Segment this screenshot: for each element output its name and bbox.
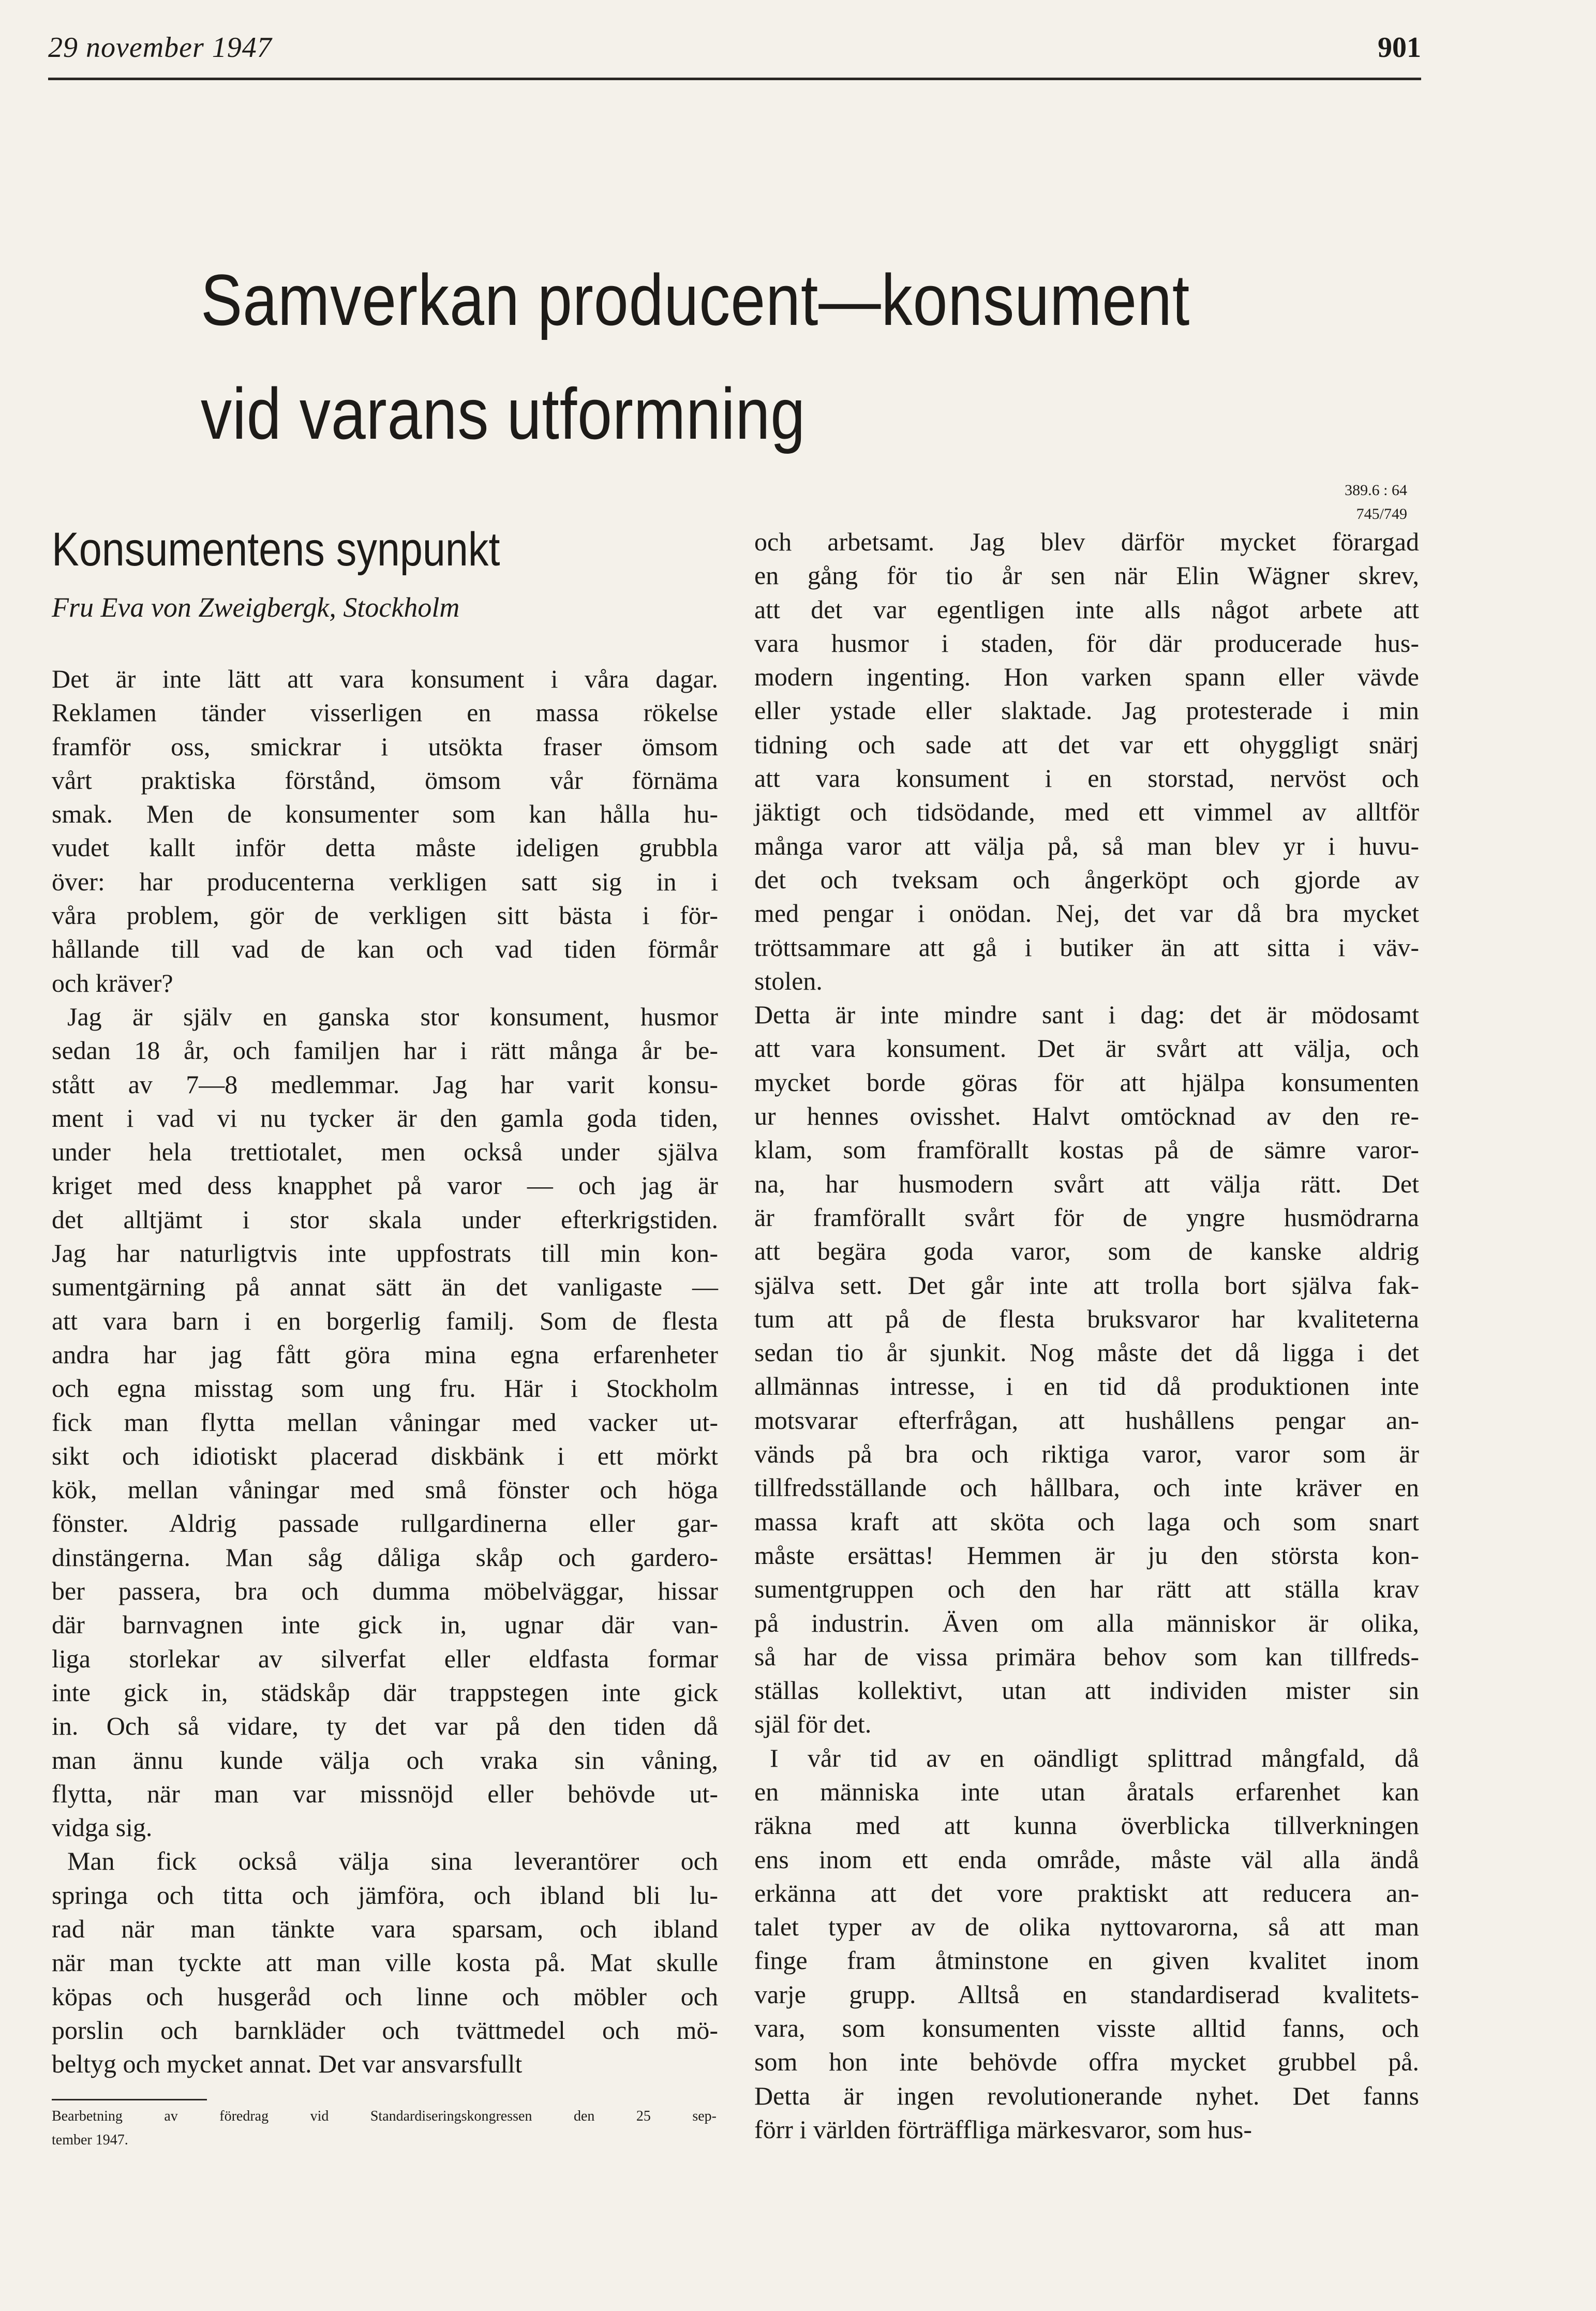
left-column-line: springa och titta och jämföra, och ibland bli lu-	[52, 1880, 718, 1910]
right-column-line: ens inom ett enda område, måste väl alla ändå	[754, 1844, 1419, 1874]
left-column-line: kök, mellan våningar med små fönster och höga	[52, 1475, 718, 1504]
right-column-line: motsvarar efterfrågan, att hushållens pengar an-	[754, 1405, 1419, 1435]
right-column-line: är framförallt svårt för de yngre husmödrarna	[754, 1202, 1419, 1232]
right-column-line: förr i världen förträffliga märkesvaror, som hus-	[754, 2114, 1252, 2144]
left-column-line: vidga sig.	[52, 1813, 153, 1842]
left-column-line: sumentgärning på annat sätt än det vanligaste —	[52, 1272, 718, 1302]
left-column-line: Reklamen tänder visserligen en massa rökelse	[52, 698, 718, 727]
right-column-line: allmännas intresse, i en tid då produktionen inte	[754, 1371, 1419, 1401]
classification-code	[1324, 479, 1407, 526]
left-column-line: liga storlekar av silverfat eller eldfasta formar	[52, 1644, 718, 1673]
left-column-line: flytta, när man var missnöjd eller behövde ut-	[52, 1779, 718, 1808]
right-column-line: sumentgruppen och den har rätt att ställa krav	[754, 1574, 1419, 1604]
left-column-line: fönster. Aldrig passade rullgardinerna eller gar-	[52, 1509, 718, 1538]
right-column-line: Detta är ingen revolutionerande nyhet. Det fanns	[754, 2081, 1419, 2110]
left-column-line: in. Och så vidare, ty det var på den tiden då	[52, 1711, 718, 1741]
left-column-line: hållande till vad de kan och vad tiden förmår	[52, 934, 718, 964]
left-column-line: och kräver?	[52, 968, 173, 997]
right-column-line: tidning och sade att det var ett ohyggligt snärj	[754, 729, 1419, 759]
right-column-line: na, har husmodern svårt att välja rätt. Det	[754, 1169, 1419, 1198]
right-column-line: jäktigt och tidsödande, med ett vimmel av alltför	[754, 797, 1419, 827]
left-column-line: sedan 18 år, och familjen har i rätt många år be-	[52, 1036, 718, 1065]
left-column-line: sikt och idiotiskt placerad diskbänk i ett mörkt	[52, 1441, 718, 1470]
right-column-line: att det var egentligen inte alls något arbete att	[754, 594, 1419, 624]
page-number: 901	[1378, 32, 1421, 64]
right-column-line: att vara konsument i en storstad, nervöst och	[754, 764, 1419, 793]
article-title-line-2: vid varans utformning	[201, 373, 806, 454]
right-column-line: sedan tio år sjunkit. Nog måste det då ligga i det	[754, 1338, 1419, 1367]
right-column-line: klam, som framförallt kostas på de sämre varor-	[754, 1135, 1419, 1165]
right-column-line: och arbetsamt. Jag blev därför mycket förargad	[754, 527, 1419, 556]
left-column-line: dinstängerna. Man såg dåliga skåp och gardero-	[52, 1542, 718, 1572]
right-column-line: så har de vissa primära behov som kan tillfreds-	[754, 1642, 1419, 1671]
issue-date: 29 november 1947	[48, 32, 272, 64]
left-column-line: ber passera, bra och dumma möbelväggar, hissar	[52, 1576, 718, 1606]
footnote-line: Bearbetning av föredrag vid Standardiseringskongressen den 25 sep-	[52, 2108, 717, 2124]
right-column-line: tröttsammare att gå i butiker än att sitta i väv-	[754, 932, 1419, 962]
right-column-line: vara, som konsumenten visste alltid fanns, och	[754, 2014, 1419, 2043]
right-column-line: en människa inte utan åratals erfarenhet kan	[754, 1777, 1419, 1806]
running-head	[48, 26, 1421, 80]
left-column-line: vårt praktiska förstånd, ömsom vår förnäma	[52, 765, 718, 795]
left-column-line: köpas och husgeråd och linne och möbler och	[52, 1981, 718, 2011]
right-column-line: ur hennes ovisshet. Halvt omtöcknad av den re-	[754, 1101, 1419, 1131]
left-column-line: Det är inte lätt att vara konsument i våra dagar.	[52, 664, 718, 693]
right-column-line: erkänna att det vore praktiskt att reducera an-	[754, 1878, 1419, 1907]
left-column-line: att vara barn i en borgerlig familj. Som de flesta	[52, 1306, 718, 1335]
right-column-line: vara husmor i staden, för där producerade hus-	[754, 628, 1419, 658]
left-column-line: där barnvagnen inte gick in, ugnar där van-	[52, 1610, 718, 1639]
right-column-line: I vår tid av en oändligt splittrad mångfald, då	[770, 1743, 1419, 1772]
right-column-line: på industrin. Även om alla människor är olika,	[754, 1608, 1419, 1637]
left-column-line: ment i vad vi nu tycker är den gamla goda tiden,	[52, 1103, 718, 1132]
right-column-line: talet typer av de olika nyttovarorna, så att man	[754, 1912, 1419, 1942]
left-column-line: kriget med dess knapphet på varor — och jag är	[52, 1171, 718, 1200]
right-column-line: som hon inte behövde offra mycket grubbel på.	[754, 2047, 1419, 2077]
left-column-line: smak. Men de konsumenter som kan hålla hu-	[52, 799, 718, 829]
left-column-line: Jag har naturligtvis inte uppfostrats till min kon-	[52, 1239, 718, 1268]
left-column-line: när man tyckte att man ville kosta på. Mat skulle	[52, 1948, 718, 1977]
author-byline: Fru Eva von Zweigbergk, Stockholm	[52, 592, 460, 623]
left-column-line: vudet kallt inför detta måste ideligen grubbla	[52, 833, 718, 862]
left-column-line: beltyg och mycket annat. Det var ansvarsfullt	[52, 2049, 523, 2079]
right-column-line: Detta är inte mindre sant i dag: det är mödosamt	[754, 1000, 1419, 1030]
left-column-line: det alltjämt i stor skala under efterkrigstiden.	[52, 1204, 718, 1234]
right-column-line: med pengar i onödan. Nej, det var då bra mycket	[754, 899, 1419, 928]
left-column-line: Jag är själv en ganska stor konsument, husmor	[67, 1002, 718, 1031]
right-column	[754, 525, 1419, 2146]
footnote	[52, 2105, 717, 2152]
right-column-line: själ för det.	[754, 1709, 872, 1739]
classification-line-2: 745/749	[1356, 505, 1407, 523]
right-column-line: själva sett. Det går inte att trolla bort själva fak-	[754, 1270, 1419, 1300]
left-column-line: stått av 7—8 medlemmar. Jag har varit konsu-	[52, 1069, 718, 1099]
left-column-line: fick man flytta mellan våningar med vacker ut-	[52, 1407, 718, 1437]
left-column-line: porslin och barnkläder och tvättmedel och mö-	[52, 2015, 718, 2045]
right-column-line: varje grupp. Alltså en standardiserad kvalitets-	[754, 1979, 1419, 2009]
left-column-line: under hela trettiotalet, men också under själva	[52, 1137, 718, 1167]
left-column-line: Man fick också välja sina leverantörer och	[67, 1846, 718, 1876]
right-column-line: ställas kollektivt, utan att individen mister sin	[754, 1676, 1419, 1705]
right-column-line: tillfredsställande och hållbara, och inte kräver en	[754, 1473, 1419, 1502]
left-column	[52, 662, 718, 2081]
right-column-line: eller ystade eller slaktade. Jag protesterade i min	[754, 696, 1419, 725]
right-column-line: finge fram åtminstone en given kvalitet inom	[754, 1946, 1419, 1975]
left-column-line: över: har producenterna verkligen satt sig in i	[52, 867, 718, 896]
left-column-line: rad när man tänkte vara sparsam, och ibland	[52, 1914, 718, 1943]
right-column-line: räkna med att kunna överblicka tillverkningen	[754, 1811, 1419, 1840]
right-column-line: modern ingenting. Hon varken spann eller vävde	[754, 662, 1419, 692]
right-column-line: massa kraft att sköta och laga och som snart	[754, 1507, 1419, 1536]
right-column-line: stolen.	[754, 966, 823, 995]
right-column-line: tum att på de flesta bruksvaror har kvaliteterna	[754, 1304, 1419, 1333]
right-column-line: det och tveksam och ångerköpt och gjorde av	[754, 864, 1419, 894]
left-column-line: andra har jag fått göra mina egna erfarenheter	[52, 1339, 718, 1369]
right-column-line: måste ersättas! Hemmen är ju den största kon-	[754, 1540, 1419, 1570]
article-title	[201, 243, 1269, 471]
right-column-line: att vara konsument. Det är svårt att välja, och	[754, 1034, 1419, 1063]
section-heading: Konsumentens synpunkt	[52, 523, 500, 576]
left-column-line: våra problem, gör de verkligen sitt bästa i för-	[52, 901, 718, 930]
right-column-line: vänds på bra och riktiga varor, varor som är	[754, 1439, 1419, 1469]
left-column-line: och egna misstag som ung fru. Här i Stockholm	[52, 1374, 718, 1403]
footnote-rule	[52, 2099, 207, 2100]
right-column-line: många varor att välja på, så man blev yr i huvu-	[754, 831, 1419, 860]
left-column-line: man ännu kunde välja och vraka sin våning,	[52, 1745, 718, 1775]
left-column-line: framför oss, smickrar i utsökta fraser ömsom	[52, 732, 718, 761]
left-column-line: inte gick in, städskåp där trappstegen inte gick	[52, 1677, 718, 1707]
classification-line-1: 389.6 : 64	[1345, 482, 1407, 499]
right-column-line: en gång för tio år sen när Elin Wägner skrev,	[754, 561, 1419, 590]
right-column-line: mycket borde göras för att hjälpa konsumenten	[754, 1067, 1419, 1097]
article-title-line-1: Samverkan producent—konsument	[201, 259, 1190, 340]
footnote-line: tember 1947.	[52, 2132, 128, 2148]
right-column-line: att begära goda varor, som de kanske aldrig	[754, 1236, 1419, 1266]
